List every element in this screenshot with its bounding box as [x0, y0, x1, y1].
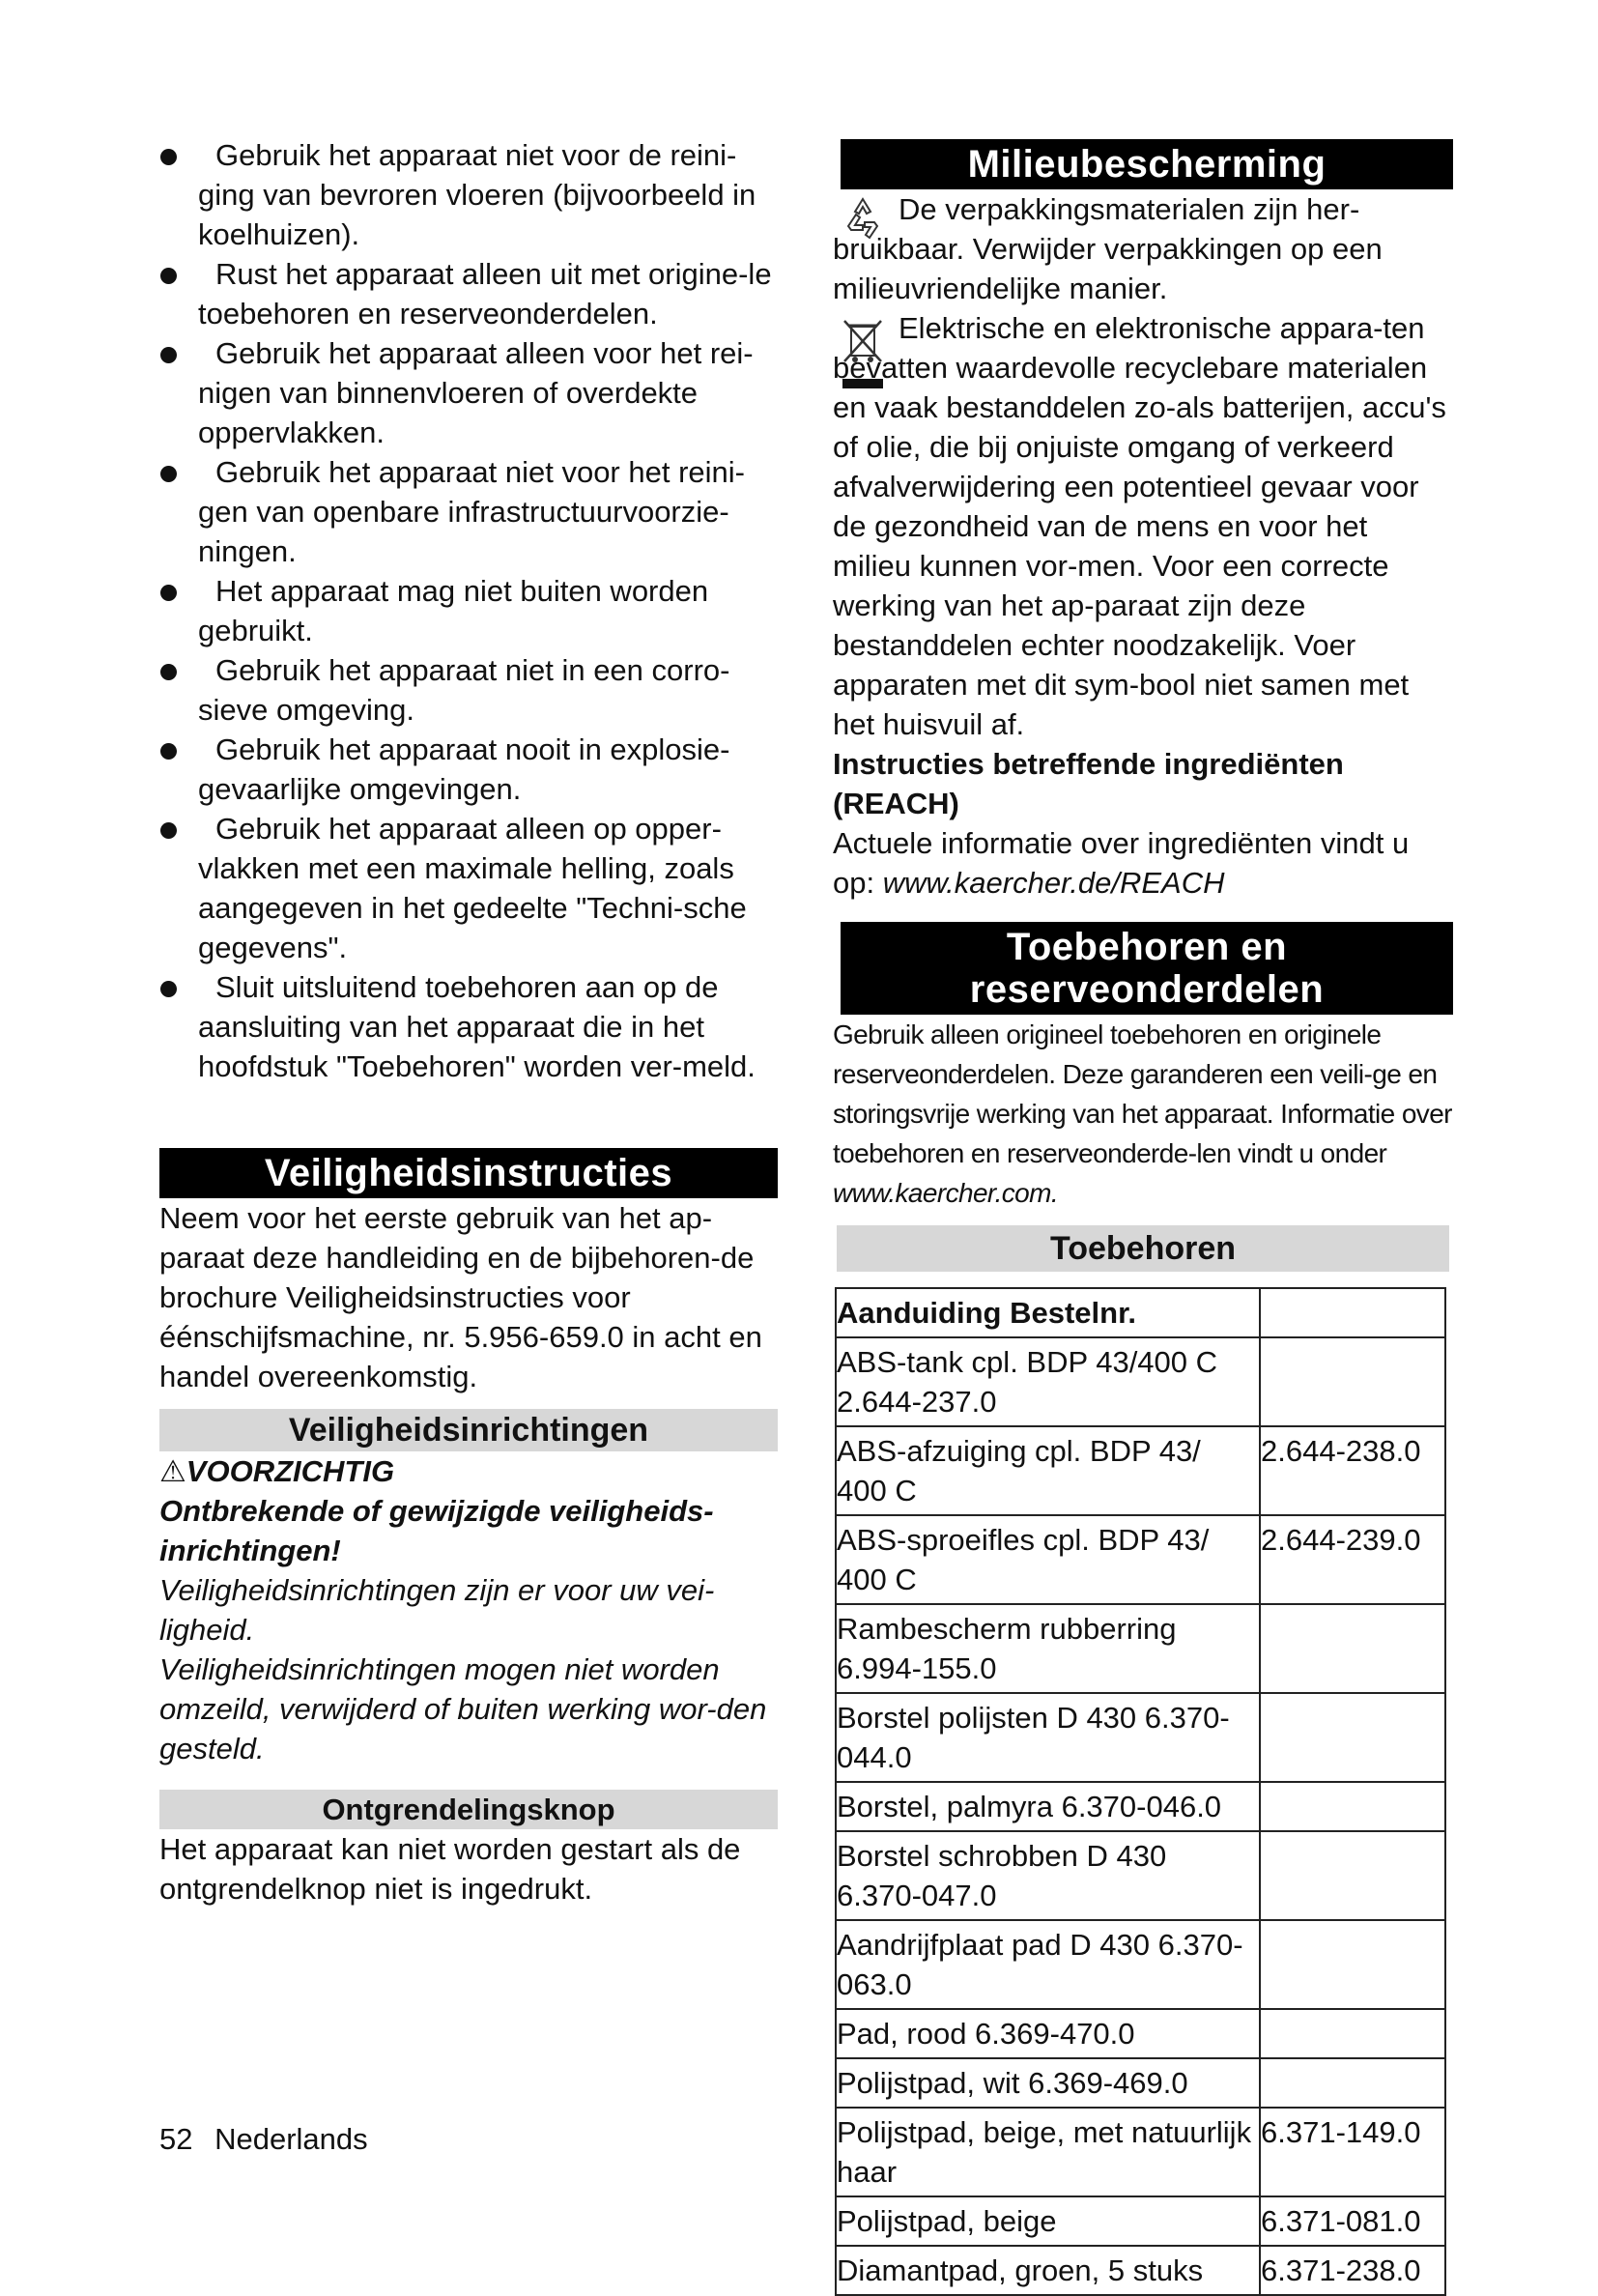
list-item: Gebruik het apparaat alleen voor het rei-nigen van binnenvloeren of overdekte oppervlakken. — [159, 333, 778, 452]
environment-text-2: Elektrische en elektronische appara-ten bevatten waardevolle recyclebare materialen en vaak bestanddelen zo-als batterijen, accu's of olie, die bij onjuiste omgang of verkeerd afvalverwijdering een potentieel gevaar voor de gezondheid van de mens en voor het milieu kunnen vor-men. Voor een correcte werking van het ap-paraat zijn deze bestanddelen echter noodzakelijk. Voer apparaten met dit sym-bool niet samen met het huisvuil af. — [833, 311, 1446, 741]
safety-devices-heading: Veiligheidsinrichtingen — [159, 1409, 778, 1451]
list-item: Gebruik het apparaat niet voor de reini-ging van bevroren vloeren (bijvoorbeeld in koelhuizen). — [159, 135, 778, 254]
bullet-icon — [160, 585, 177, 601]
footer-language: Nederlands — [214, 2122, 368, 2156]
parts-text: Gebruik alleen origineel toebehoren en originele reserveonderdelen. Deze garanderen een veili-ge en storingsvrije werking van het apparaat. Informatie over toebehoren en reserveonderde-len vindt u onder www.kaercher.com. — [833, 1019, 1452, 1208]
table-row: Borstel polijsten D 430 6.370-044.0 — [836, 1693, 1445, 1782]
reach-link[interactable]: www.kaercher.de/REACH — [882, 866, 1225, 900]
environment-text-1: De verpakkingsmaterialen zijn her-bruikbaar. Verwijder verpakkingen op een milieuvriendelijke manier. — [833, 192, 1383, 305]
table-row: Diamantpad, groen, 5 stuks 6.371-238.0 — [836, 2246, 1445, 2295]
page-footer — [159, 2122, 368, 2157]
bullet-icon — [160, 664, 177, 680]
list-item: Sluit uitsluitend toebehoren aan op de aansluiting van het apparaat die in het hoofdstuk "Toebehoren" worden ver-meld. — [159, 967, 778, 1086]
bullet-icon — [160, 466, 177, 482]
table-row: ABS-tank cpl. BDP 43/400 C 2.644-237.0 — [836, 1337, 1445, 1426]
caution-title: Ontbrekende of gewijzigde veiligheids-inrichtingen! — [159, 1494, 714, 1567]
accessories-table — [835, 1287, 1446, 2296]
caution-text-2: Veiligheidsinrichtingen mogen niet worden omzeild, verwijderd of buiten werking wor-den gesteld. — [159, 1652, 767, 1765]
bullet-icon — [160, 743, 177, 760]
unlock-button-heading: Ontgrendelingsknop — [159, 1790, 778, 1829]
list-item: Gebruik het apparaat niet voor het reini-gen van openbare infrastructuurvoorzie-ningen. — [159, 452, 778, 571]
reach-text: Actuele informatie over ingrediënten vindt u op: www.kaercher.de/REACH — [833, 826, 1410, 900]
bullet-icon — [160, 981, 177, 997]
parts-link[interactable]: www.kaercher.com. — [833, 1178, 1059, 1208]
table-row: Borstel schrobben D 430 6.370-047.0 — [836, 1831, 1445, 1920]
safety-instructions-heading: Veiligheidsinstructies — [159, 1148, 778, 1198]
table-row: Pad, rood 6.369-470.0 — [836, 2009, 1445, 2058]
warning-triangle-icon: ⚠ — [159, 1454, 186, 1488]
accessories-heading: Toebehoren — [837, 1225, 1449, 1272]
table-header-row — [836, 1288, 1445, 1337]
reach-title: Instructies betreffende ingrediënten (REACH) — [833, 747, 1344, 820]
table-row: Borstel, palmyra 6.370-046.0 — [836, 1782, 1445, 1831]
table-row: Rambescherm rubberring 6.994-155.0 — [836, 1604, 1445, 1693]
bullet-icon — [160, 347, 177, 363]
table-row: ABS-afzuiging cpl. BDP 43/ 400 C 2.644-238.0 — [836, 1426, 1445, 1515]
table-row: Polijstpad, wit 6.369-469.0 — [836, 2058, 1445, 2108]
usage-bullet-list — [159, 135, 778, 1086]
page-number: 52 — [159, 2122, 193, 2156]
table-header-cell: Aanduiding Bestelnr. — [836, 1288, 1260, 1337]
bullet-icon — [160, 268, 177, 284]
table-row: Aandrijfplaat pad D 430 6.370-063.0 — [836, 1920, 1445, 2009]
table-header-cell — [1260, 1288, 1445, 1337]
parts-heading: Toebehoren en reserveonderdelen — [841, 922, 1453, 1015]
list-item: Het apparaat mag niet buiten worden gebruikt. — [159, 571, 778, 650]
list-item: Gebruik het apparaat nooit in explosie-gevaarlijke omgevingen. — [159, 730, 778, 809]
list-item: Gebruik het apparaat niet in een corro-sieve omgeving. — [159, 650, 778, 730]
list-item: Rust het apparaat alleen uit met origine-le toebehoren en reserveonderdelen. — [159, 254, 778, 333]
table-row: ABS-sproeifles cpl. BDP 43/ 400 C 2.644-239.0 — [836, 1515, 1445, 1604]
bullet-icon — [160, 149, 177, 165]
caution-text-1: Veiligheidsinrichtingen zijn er voor uw vei-ligheid. — [159, 1573, 715, 1647]
environment-heading: Milieubescherming — [841, 139, 1453, 189]
list-item: Gebruik het apparaat alleen op opper-vlakken met een maximale helling, zoals aangegeven in het gedeelte "Techni-sche gegevens". — [159, 809, 778, 967]
table-row: Polijstpad, beige 6.371-081.0 — [836, 2196, 1445, 2246]
bullet-icon — [160, 822, 177, 839]
safety-instructions-text: Neem voor het eerste gebruik van het ap-paraat deze handleiding en de bijbehoren-de brochure Veiligheidsinstructies voor éénschijfsmachine, nr. 5.956-659.0 in acht en handel overeenkomstig. — [159, 1201, 762, 1393]
unlock-button-text: Het apparaat kan niet worden gestart als de ontgrendelknop niet is ingedrukt. — [159, 1832, 741, 1906]
table-row: Polijstpad, beige, met natuurlijk haar 6.371-149.0 — [836, 2108, 1445, 2196]
caution-label-row: ⚠VOORZICHTIG — [159, 1454, 395, 1488]
